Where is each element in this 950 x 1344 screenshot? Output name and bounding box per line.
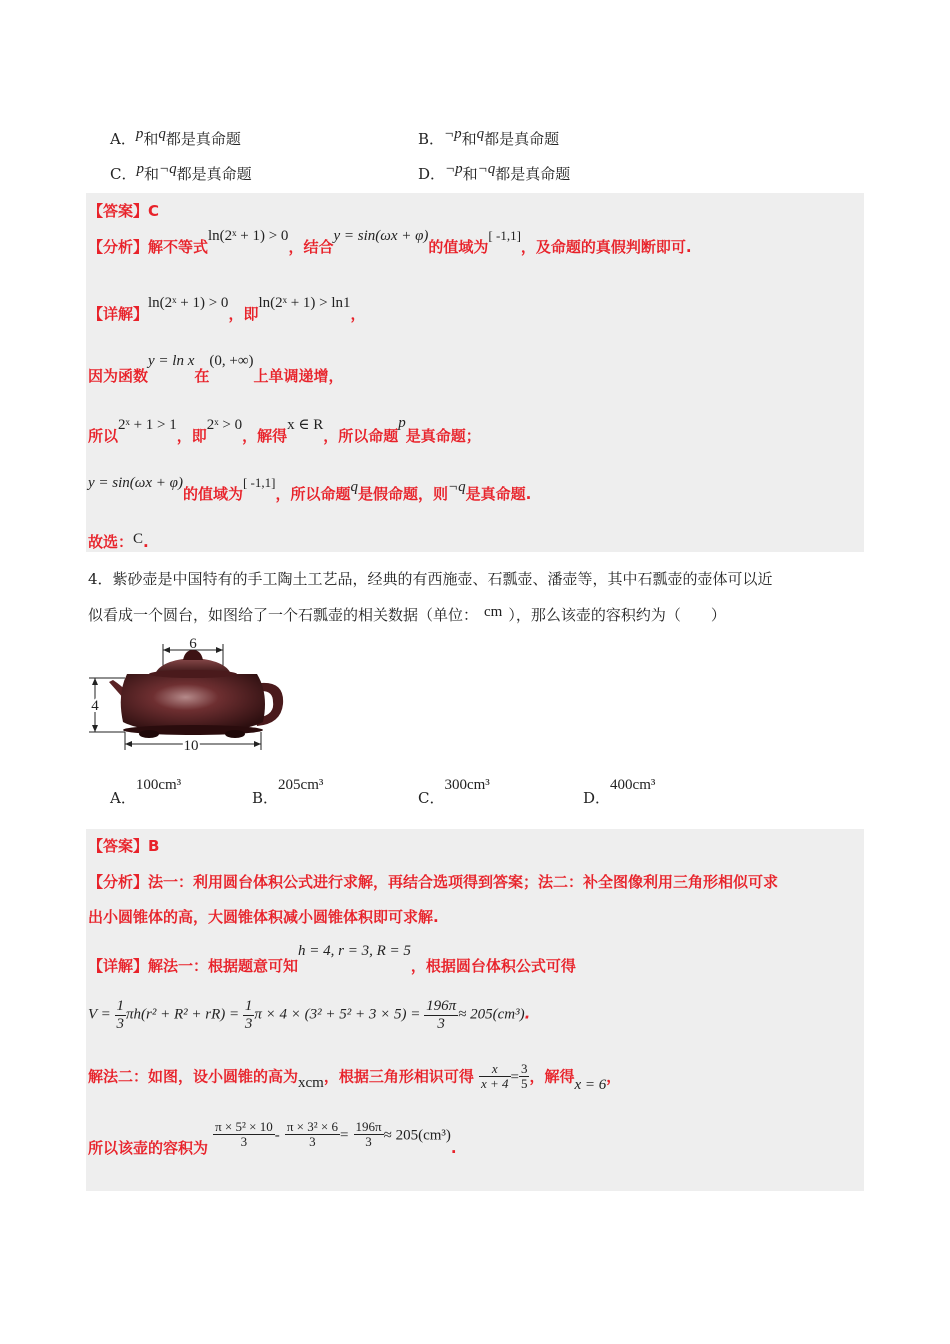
q4-analysis-line1: 【分析】法一：利用圆台体积公式进行求解，再结合选项得到答案；法二：补全图像利用三角形相似可求 — [88, 873, 779, 891]
q4-answer: 【答案】B — [88, 837, 160, 855]
q4-final: 所以该壶的容积为 $\frac{\text{π × 5² × 10}}{3}$ - $\frac{\text{π × 3² × 6}}{3}$ = $\frac{196\pi}{3}$ ≈ 205(cm³). — [88, 1119, 457, 1158]
q4-option-b: B．205cm³ — [252, 777, 324, 807]
q3-option-d: D．¬p和¬q都是真命题 — [418, 161, 571, 183]
q3-option-c: C．p和¬q都是真命题 — [110, 161, 252, 183]
q4-method2: 解法二：如图，设小圆锥的高为xcm，根据三角形相识可得 $\frac{x}{x + 4}$ = $\frac{3}{5}$ ，解得x = 6， — [88, 1061, 622, 1094]
q3-analysis: 【分析】解不等式ln(2ˣ + 1) > 0，结合y = sin(ωx + φ)的值域为[ -1,1]，及命题的真假判断即可. — [88, 228, 692, 256]
q4-option-a: A．100cm³ — [110, 777, 182, 807]
q3-detail: 【详解】ln(2ˣ + 1) > 0，即ln(2ˣ + 1) > ln1， — [88, 295, 366, 323]
q4-analysis-line2: 出小圆锥体的高，大圆锥体积减小圆锥体积即可求解. — [88, 908, 439, 926]
q3-detail-line3: 因为函数y = ln x在(0, +∞)上单调递增， — [88, 353, 344, 385]
dim-left-label: 4 — [91, 698, 99, 714]
q4-detail-method1: 【详解】解法一：根据题意可知h = 4, r = 3, R = 5，根据圆台体积公式可得 — [88, 943, 576, 975]
q4-option-d: D．400cm³ — [583, 777, 656, 807]
q3-conclusion: 故选：C. — [88, 531, 149, 551]
q4-stem-line2: 似看成一个圆台，如图给了一个石瓢壶的相关数据（单位： cm ），那么该壶的容积约为（ ） — [88, 604, 726, 624]
teapot-figure — [85, 634, 295, 754]
q4-volume-formula: V = $\frac{1}{3}$ πh(r² + R² + rR) = $\frac{1}{3}$ π × 4 × (3² + 5² + 3 × 5) = $\frac{196\pi}{3}$ ≈ 205(cm³). — [88, 998, 531, 1032]
q3-detail-line5: y = sin(ωx + φ)的值域为[ -1,1]，所以命题q是假命题，则¬q是真命题. — [88, 475, 532, 503]
q4-stem-line1: 4．紫砂壶是中国特有的手工陶土工艺品，经典的有西施壶、石瓢壶、潘壶等，其中石瓢壶的壶体可以近 — [88, 570, 773, 588]
dim-bottom-label: 10 — [183, 738, 199, 754]
q3-detail-line4: 所以2ˣ + 1 > 1，即2ˣ > 0，解得x ∈ R，所以命题p是真命题； — [88, 415, 481, 445]
q4-option-c: C．300cm³ — [418, 777, 490, 807]
dim-top-label: 6 — [189, 636, 197, 652]
q3-answer: 【答案】C — [88, 202, 160, 220]
q3-option-b: B．¬p和q都是真命题 — [418, 126, 560, 148]
q3-option-a: A．p和q都是真命题 — [110, 126, 241, 148]
